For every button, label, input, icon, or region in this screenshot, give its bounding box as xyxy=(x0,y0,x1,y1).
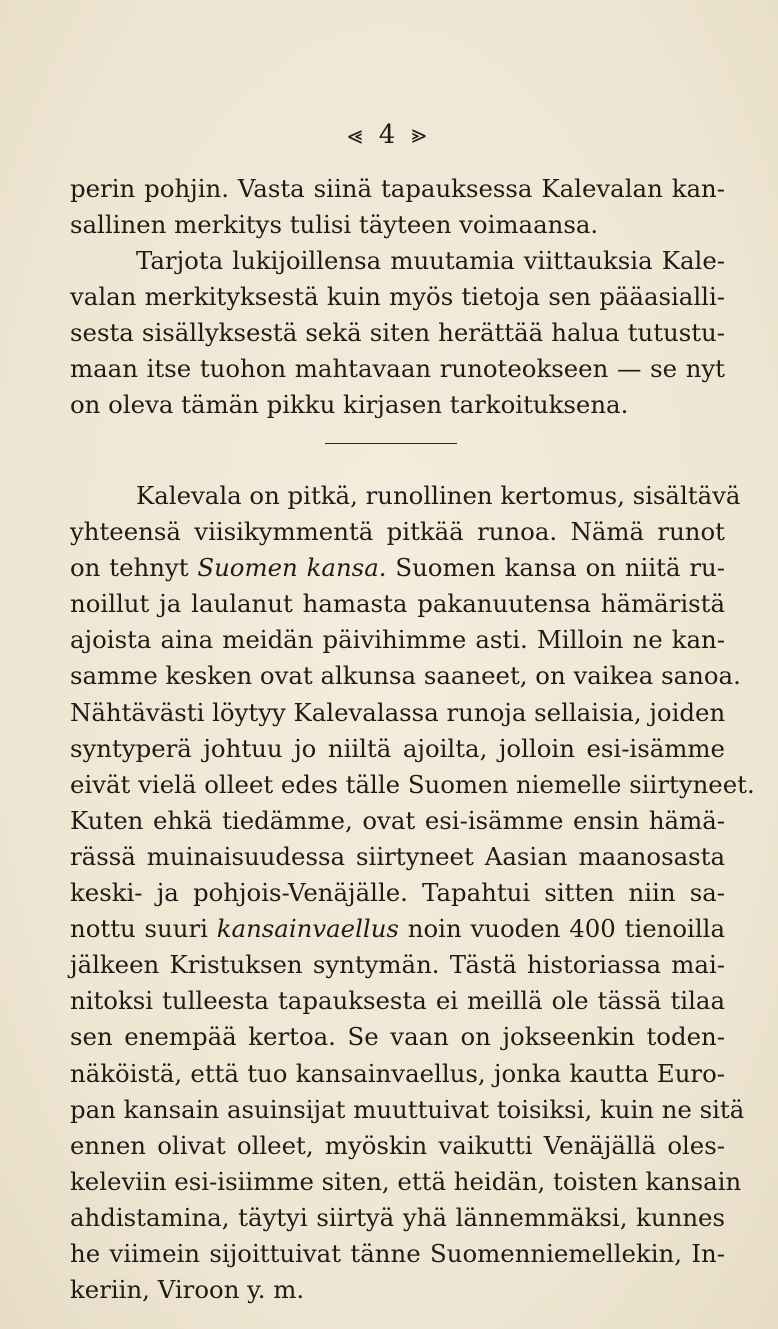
text-line: sen enempää kertoa. Se vaan on jokseenkin toden- xyxy=(70,1022,725,1052)
text-line: pan kansain asuinsijat muuttuivat toisiksi, kuin ne sitä xyxy=(70,1094,745,1124)
text-segment: nottu suuri xyxy=(70,914,217,944)
text-line: sallinen merkitys tulisi täyteen voimaansa. xyxy=(70,210,599,240)
text-line: Nähtävästi löytyy Kalevalassa runoja sellaisia, joiden xyxy=(70,697,726,727)
text-line: ennen olivat olleet, myöskin vaikutti Venäjällä oles- xyxy=(70,1130,725,1160)
text-line: ahdistamina, täytyi siirtyä yhä lännemmäksi, kunnes xyxy=(70,1202,725,1232)
text-line: jälkeen Kristuksen syntymän. Tästä historiassa mai- xyxy=(70,950,725,980)
text-line: eivät vielä olleet edes tälle Suomen niemelle siirtyneet. xyxy=(70,769,755,799)
text-line xyxy=(70,911,725,947)
text-line: nitoksi tulleesta tapauksesta ei meillä ole tässä tilaa xyxy=(70,986,725,1016)
text-line: syntyperä johtuu jo niiltä ajoilta, jolloin esi-isämme xyxy=(70,733,725,763)
text-line xyxy=(70,550,725,586)
text-segment: Suomen kansa on niitä ru- xyxy=(386,553,725,583)
text-line: ajoista aina meidän päivihimme asti. Milloin ne kan- xyxy=(70,625,725,655)
text-line: näköistä, että tuo kansainvaellus, jonka kautta Euro- xyxy=(70,1058,725,1088)
text-line: keski- ja pohjois-Venäjälle. Tapahtui sitten niin sa- xyxy=(70,878,725,908)
text-line: keriin, Viroon y. m. xyxy=(70,1275,305,1305)
text-line: on oleva tämän pikku kirjasen tarkoituksena. xyxy=(70,390,629,420)
text-line: maan itse tuohon mahtavaan runoteokseen — se nyt xyxy=(70,354,725,384)
paragraph-3 xyxy=(70,478,755,1308)
emphasis-kansainvaellus: kansainvaellus xyxy=(216,914,399,944)
text-line: sesta sisällyksestä sekä siten herättää halua tutustu- xyxy=(70,318,725,348)
text-segment: on tehnyt xyxy=(70,553,198,583)
emphasis-suomen-kansa: Suomen kansa. xyxy=(197,553,387,583)
text-line: rässä muinaisuudessa siirtyneet Aasian maanosasta xyxy=(70,841,725,871)
paragraph-1 xyxy=(70,171,725,243)
paragraph-2 xyxy=(70,243,725,423)
text-line: perin pohjin. Vasta siinä tapauksessa Kalevalan kan- xyxy=(70,174,725,203)
text-line: yhteensä viisikymmentä pitkää runoa. Nämä runot xyxy=(70,517,725,547)
text-line: Kalevala on pitkä, runollinen kertomus, sisältävä xyxy=(136,481,741,510)
text-line: Kuten ehkä tiedämme, ovat esi-isämme ensin hämä- xyxy=(70,805,725,835)
text-segment: noin vuoden 400 tienoilla xyxy=(398,914,725,944)
text-line: Tarjota lukijoillensa muutamia viittauksia Kale- xyxy=(136,246,725,275)
text-line: keleviin esi-isiimme siten, että heidän, toisten kansain xyxy=(70,1166,742,1196)
text-line: samme kesken ovat alkunsa saaneet, on vaikea sanoa. xyxy=(70,661,741,691)
section-divider xyxy=(325,443,457,444)
text-line: valan merkityksestä kuin myös tietoja sen pääasialli- xyxy=(70,282,725,312)
page-number: ⪡ 4 ⪢ xyxy=(347,120,431,150)
text-line: he viimein sijoittuivat tänne Suomenniemellekin, In- xyxy=(70,1238,725,1268)
text-line: noillut ja laulanut hamasta pakanuutensa hämäristä xyxy=(70,589,725,619)
